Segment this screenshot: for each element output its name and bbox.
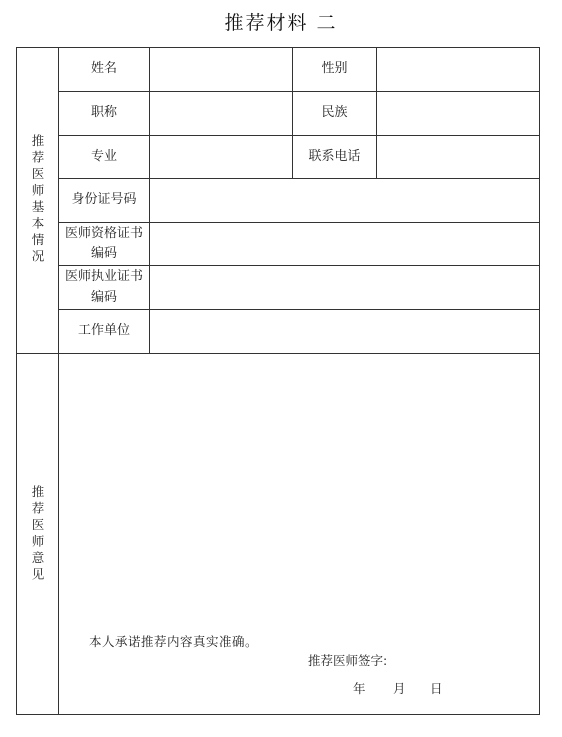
opinion-side-label: 推荐医师意见 [30,484,45,584]
pledge-statement: 本人承诺推荐内容真实准确。 [89,634,259,649]
page-title: 推荐材料 二 [224,12,338,34]
practice-cert-label-line2: 编码 [90,289,117,305]
opinion-text-area[interactable] [59,354,539,624]
date-year-label: 年 [353,681,366,696]
signature-field[interactable] [400,648,530,670]
id-number-label: 身份证号码 [71,192,137,208]
gender-field[interactable] [377,48,539,91]
practice-cert-label-line1: 医师执业证书 [64,269,143,285]
specialty-label: 专业 [90,148,117,164]
qualification-cert-label [59,223,149,265]
phone-label: 联系电话 [308,148,361,164]
id-number-field[interactable] [150,179,539,222]
qualification-cert-label-line1: 医师资格证书 [64,225,143,241]
title-field[interactable] [150,92,292,135]
gender-label: 性别 [321,60,348,76]
basic-info-side-label: 推荐医师基本情况 [30,134,45,266]
work-unit-field[interactable] [150,310,539,353]
practice-cert-label [59,266,149,309]
signature-label: 推荐医师签字: [308,653,388,668]
phone-field[interactable] [377,136,539,178]
ethnicity-field[interactable] [377,92,539,135]
practice-cert-field[interactable] [150,266,539,309]
name-label: 姓名 [90,60,117,76]
name-field[interactable] [150,48,292,91]
work-unit-label: 工作单位 [77,323,130,339]
specialty-field[interactable] [150,136,292,178]
date-month-label: 月 [393,681,406,696]
title-label: 职称 [90,105,117,121]
ethnicity-label: 民族 [321,105,348,121]
date-day-label: 日 [430,681,443,696]
qualification-cert-field[interactable] [150,223,539,265]
qualification-cert-label-line2: 编码 [90,246,117,261]
